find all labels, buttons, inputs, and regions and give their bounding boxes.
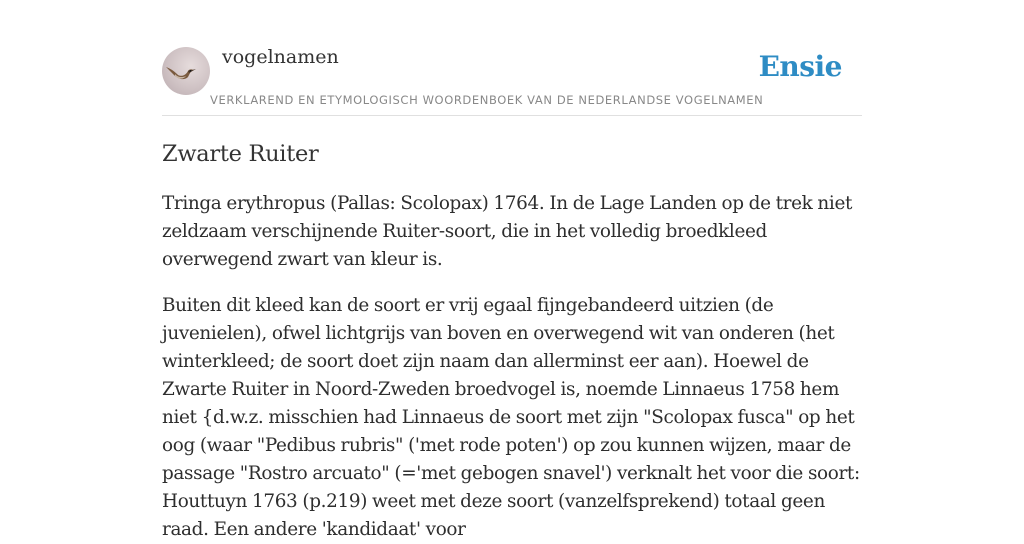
article-title: Zwarte Ruiter xyxy=(162,141,319,167)
site-header xyxy=(162,0,862,116)
site-subtitle: VERKLAREND EN ETYMOLOGISCH WOORDENBOEK VAN DE NEDERLANDSE VOGELNAMEN xyxy=(210,93,764,107)
bird-photo-icon xyxy=(162,47,210,95)
article xyxy=(162,138,862,544)
article-paragraph: Tringa erythropus (Pallas: Scolopax) 1764. In de Lage Landen op de trek niet zeldzaam verschijnende Ruiter-soort, die in het volledig broedkleed overwegend zwart van kleur is. xyxy=(162,193,853,270)
article-paragraph: Buiten dit kleed kan de soort er vrij egaal fijngebandeerd uitzien (de juvenielen), ofwel lichtgrijs van boven en overwegend wit van onderen (het winterkleed; de soort doet zijn naam dan allerminst eer aan). Hoewel de Zwarte Ruiter in Noord-Zweden broedvogel is, noemde Linnaeus 1758 hem niet {d.w.z. misschien had Linnaeus de soort met zijn "Scolopax fusca" op het oog (waar "Pedibus rubris" ('met rode poten') op zou kunnen wijzen, maar de passage "Rostro arcuato" (='met gebogen snavel') verknalt het voor die soort: Houttuyn 1763 (p.219) weet met deze soort (vanzelfsprekend) totaal geen raad. Een andere 'kandidaat' voor xyxy=(162,295,860,540)
brand-logo[interactable]: Ensie xyxy=(758,50,842,83)
site-avatar[interactable] xyxy=(162,47,210,95)
site-name[interactable]: vogelnamen xyxy=(222,46,339,68)
